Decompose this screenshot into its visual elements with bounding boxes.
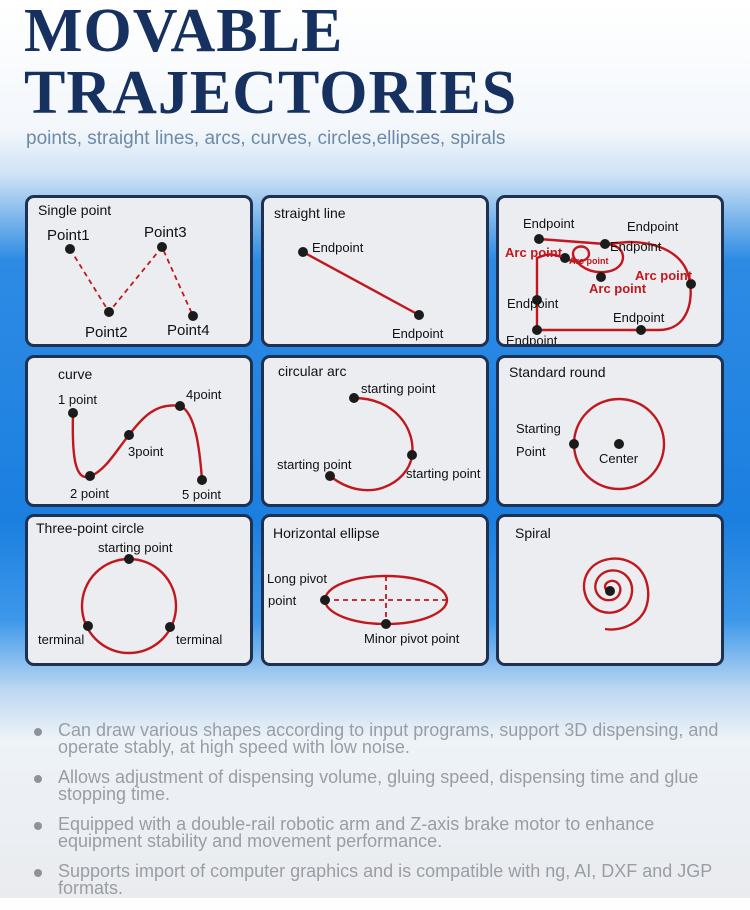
standard-round-diagram bbox=[499, 358, 724, 507]
bullet-icon bbox=[34, 775, 42, 783]
feature-text: Can draw various shapes according to input programs, support 3D dispensing, and operate stably, at high speed with low noise. bbox=[58, 720, 719, 757]
panel-title: Spiral bbox=[515, 525, 551, 541]
panel-title: straight line bbox=[274, 205, 346, 221]
point-marker bbox=[65, 244, 75, 254]
center-label: Center bbox=[599, 451, 639, 466]
curve-diagram bbox=[28, 358, 253, 507]
point-marker bbox=[85, 471, 95, 481]
feature-item bbox=[30, 816, 738, 850]
point-label: Endpoint bbox=[312, 240, 364, 255]
panel-compound-path bbox=[496, 195, 724, 347]
panel-three-point-circle bbox=[25, 514, 253, 666]
panel-single-point bbox=[25, 195, 253, 347]
circular-arc-diagram bbox=[264, 358, 489, 507]
point-label: 5 point bbox=[182, 487, 222, 502]
point-marker bbox=[188, 311, 198, 321]
point-marker bbox=[320, 595, 330, 605]
point-marker bbox=[298, 247, 308, 257]
point-label: starting point bbox=[361, 381, 436, 396]
point-marker bbox=[83, 621, 93, 631]
point-marker bbox=[124, 430, 134, 440]
panel-title: Three-point circle bbox=[36, 520, 145, 536]
center-marker bbox=[605, 586, 615, 596]
bullet-icon bbox=[34, 869, 42, 877]
point-label: Endpoint bbox=[392, 326, 444, 341]
point-label: Point1 bbox=[47, 227, 90, 244]
point-marker bbox=[157, 242, 167, 252]
panel-horizontal-ellipse bbox=[261, 514, 489, 666]
point-marker bbox=[68, 408, 78, 418]
point-marker bbox=[124, 554, 134, 564]
title-line-1: MOVABLE bbox=[24, 0, 344, 65]
compound-path-diagram bbox=[499, 198, 724, 347]
feature-text: Equipped with a double-rail robotic arm and Z-axis brake motor to enhance equipment stability and movement performance. bbox=[58, 814, 655, 851]
endpoint-label: Endpoint bbox=[613, 310, 665, 325]
point-label: 2 point bbox=[70, 486, 110, 501]
point-marker bbox=[407, 450, 417, 460]
endpoint-label: Endpoint bbox=[507, 296, 559, 311]
point-label: starting point bbox=[98, 540, 173, 555]
spiral-path bbox=[584, 559, 648, 630]
line-path bbox=[303, 252, 419, 315]
point-marker bbox=[197, 475, 207, 485]
bullet-icon bbox=[34, 728, 42, 736]
bullet-icon bbox=[34, 822, 42, 830]
panel-title: curve bbox=[58, 366, 93, 382]
panel-spiral bbox=[496, 514, 724, 666]
point-marker bbox=[165, 622, 175, 632]
panel-title: Standard round bbox=[509, 364, 606, 380]
arc-point-label: Arc point bbox=[589, 281, 647, 296]
point-label: starting point bbox=[277, 457, 352, 472]
panel-standard-round bbox=[496, 355, 724, 507]
panel-straight-line bbox=[261, 195, 489, 347]
panel-title: Horizontal ellipse bbox=[273, 525, 380, 541]
feature-item bbox=[30, 863, 738, 897]
panel-circular-arc bbox=[261, 355, 489, 507]
feature-list bbox=[30, 722, 738, 910]
three-point-circle-diagram bbox=[28, 517, 253, 666]
dashed-path bbox=[70, 247, 193, 316]
panel-curve bbox=[25, 355, 253, 507]
endpoint-label: Endpoint bbox=[523, 216, 575, 231]
curve-path bbox=[73, 405, 202, 480]
minor-pivot-label: Minor pivot point bbox=[364, 631, 460, 646]
point-marker bbox=[325, 471, 335, 481]
point-marker bbox=[381, 619, 391, 629]
arc-point-label: Arc point bbox=[505, 245, 563, 260]
feature-text: Allows adjustment of dispensing volume, gluing speed, dispensing time and glue stopping time. bbox=[58, 767, 699, 804]
point-marker bbox=[414, 310, 424, 320]
point-label: terminal bbox=[38, 632, 85, 647]
arc-point-label: Arc point bbox=[635, 268, 693, 283]
panel-title: Single point bbox=[38, 202, 112, 218]
long-pivot-label: Long pivot bbox=[267, 571, 327, 586]
title-line-2: TRAJECTORIES bbox=[24, 59, 518, 127]
circle-path bbox=[82, 559, 176, 653]
point-marker bbox=[175, 401, 185, 411]
feature-item bbox=[30, 722, 738, 756]
point-marker bbox=[569, 439, 579, 449]
point-label: 3point bbox=[128, 444, 164, 459]
spiral-diagram bbox=[499, 517, 724, 666]
panel-title: circular arc bbox=[278, 363, 347, 379]
feature-item bbox=[30, 769, 738, 803]
center-marker bbox=[614, 439, 624, 449]
subtitle: points, straight lines, arcs, curves, circles,ellipses, spirals bbox=[26, 128, 506, 149]
point-label: Point2 bbox=[85, 324, 128, 341]
straight-line-diagram bbox=[264, 198, 489, 347]
start-label: Starting bbox=[516, 421, 561, 436]
point-label: terminal bbox=[176, 632, 223, 647]
point-label: 1 point bbox=[58, 392, 98, 407]
point-label: 4point bbox=[186, 387, 222, 402]
point-marker bbox=[349, 393, 359, 403]
long-pivot-label: point bbox=[268, 593, 297, 608]
point-label: Point4 bbox=[167, 322, 210, 339]
start-label: Point bbox=[516, 444, 546, 459]
feature-text: Supports import of computer graphics and is compatible with ng, AI, DXF and JGP formats. bbox=[58, 861, 712, 898]
arc-path bbox=[330, 398, 412, 490]
horizontal-ellipse-diagram bbox=[264, 517, 489, 666]
endpoint-label: Endpoint bbox=[506, 333, 558, 348]
point-marker bbox=[534, 234, 544, 244]
single-point-diagram bbox=[28, 198, 253, 347]
point-marker bbox=[104, 307, 114, 317]
arc-point-label: Arc point bbox=[569, 256, 609, 266]
endpoint-label: Endpoint bbox=[627, 219, 679, 234]
endpoint-label: Endpoint bbox=[610, 239, 662, 254]
point-label: starting point bbox=[406, 466, 481, 481]
point-marker bbox=[636, 325, 646, 335]
point-marker bbox=[600, 239, 610, 249]
point-label: Point3 bbox=[144, 224, 187, 241]
